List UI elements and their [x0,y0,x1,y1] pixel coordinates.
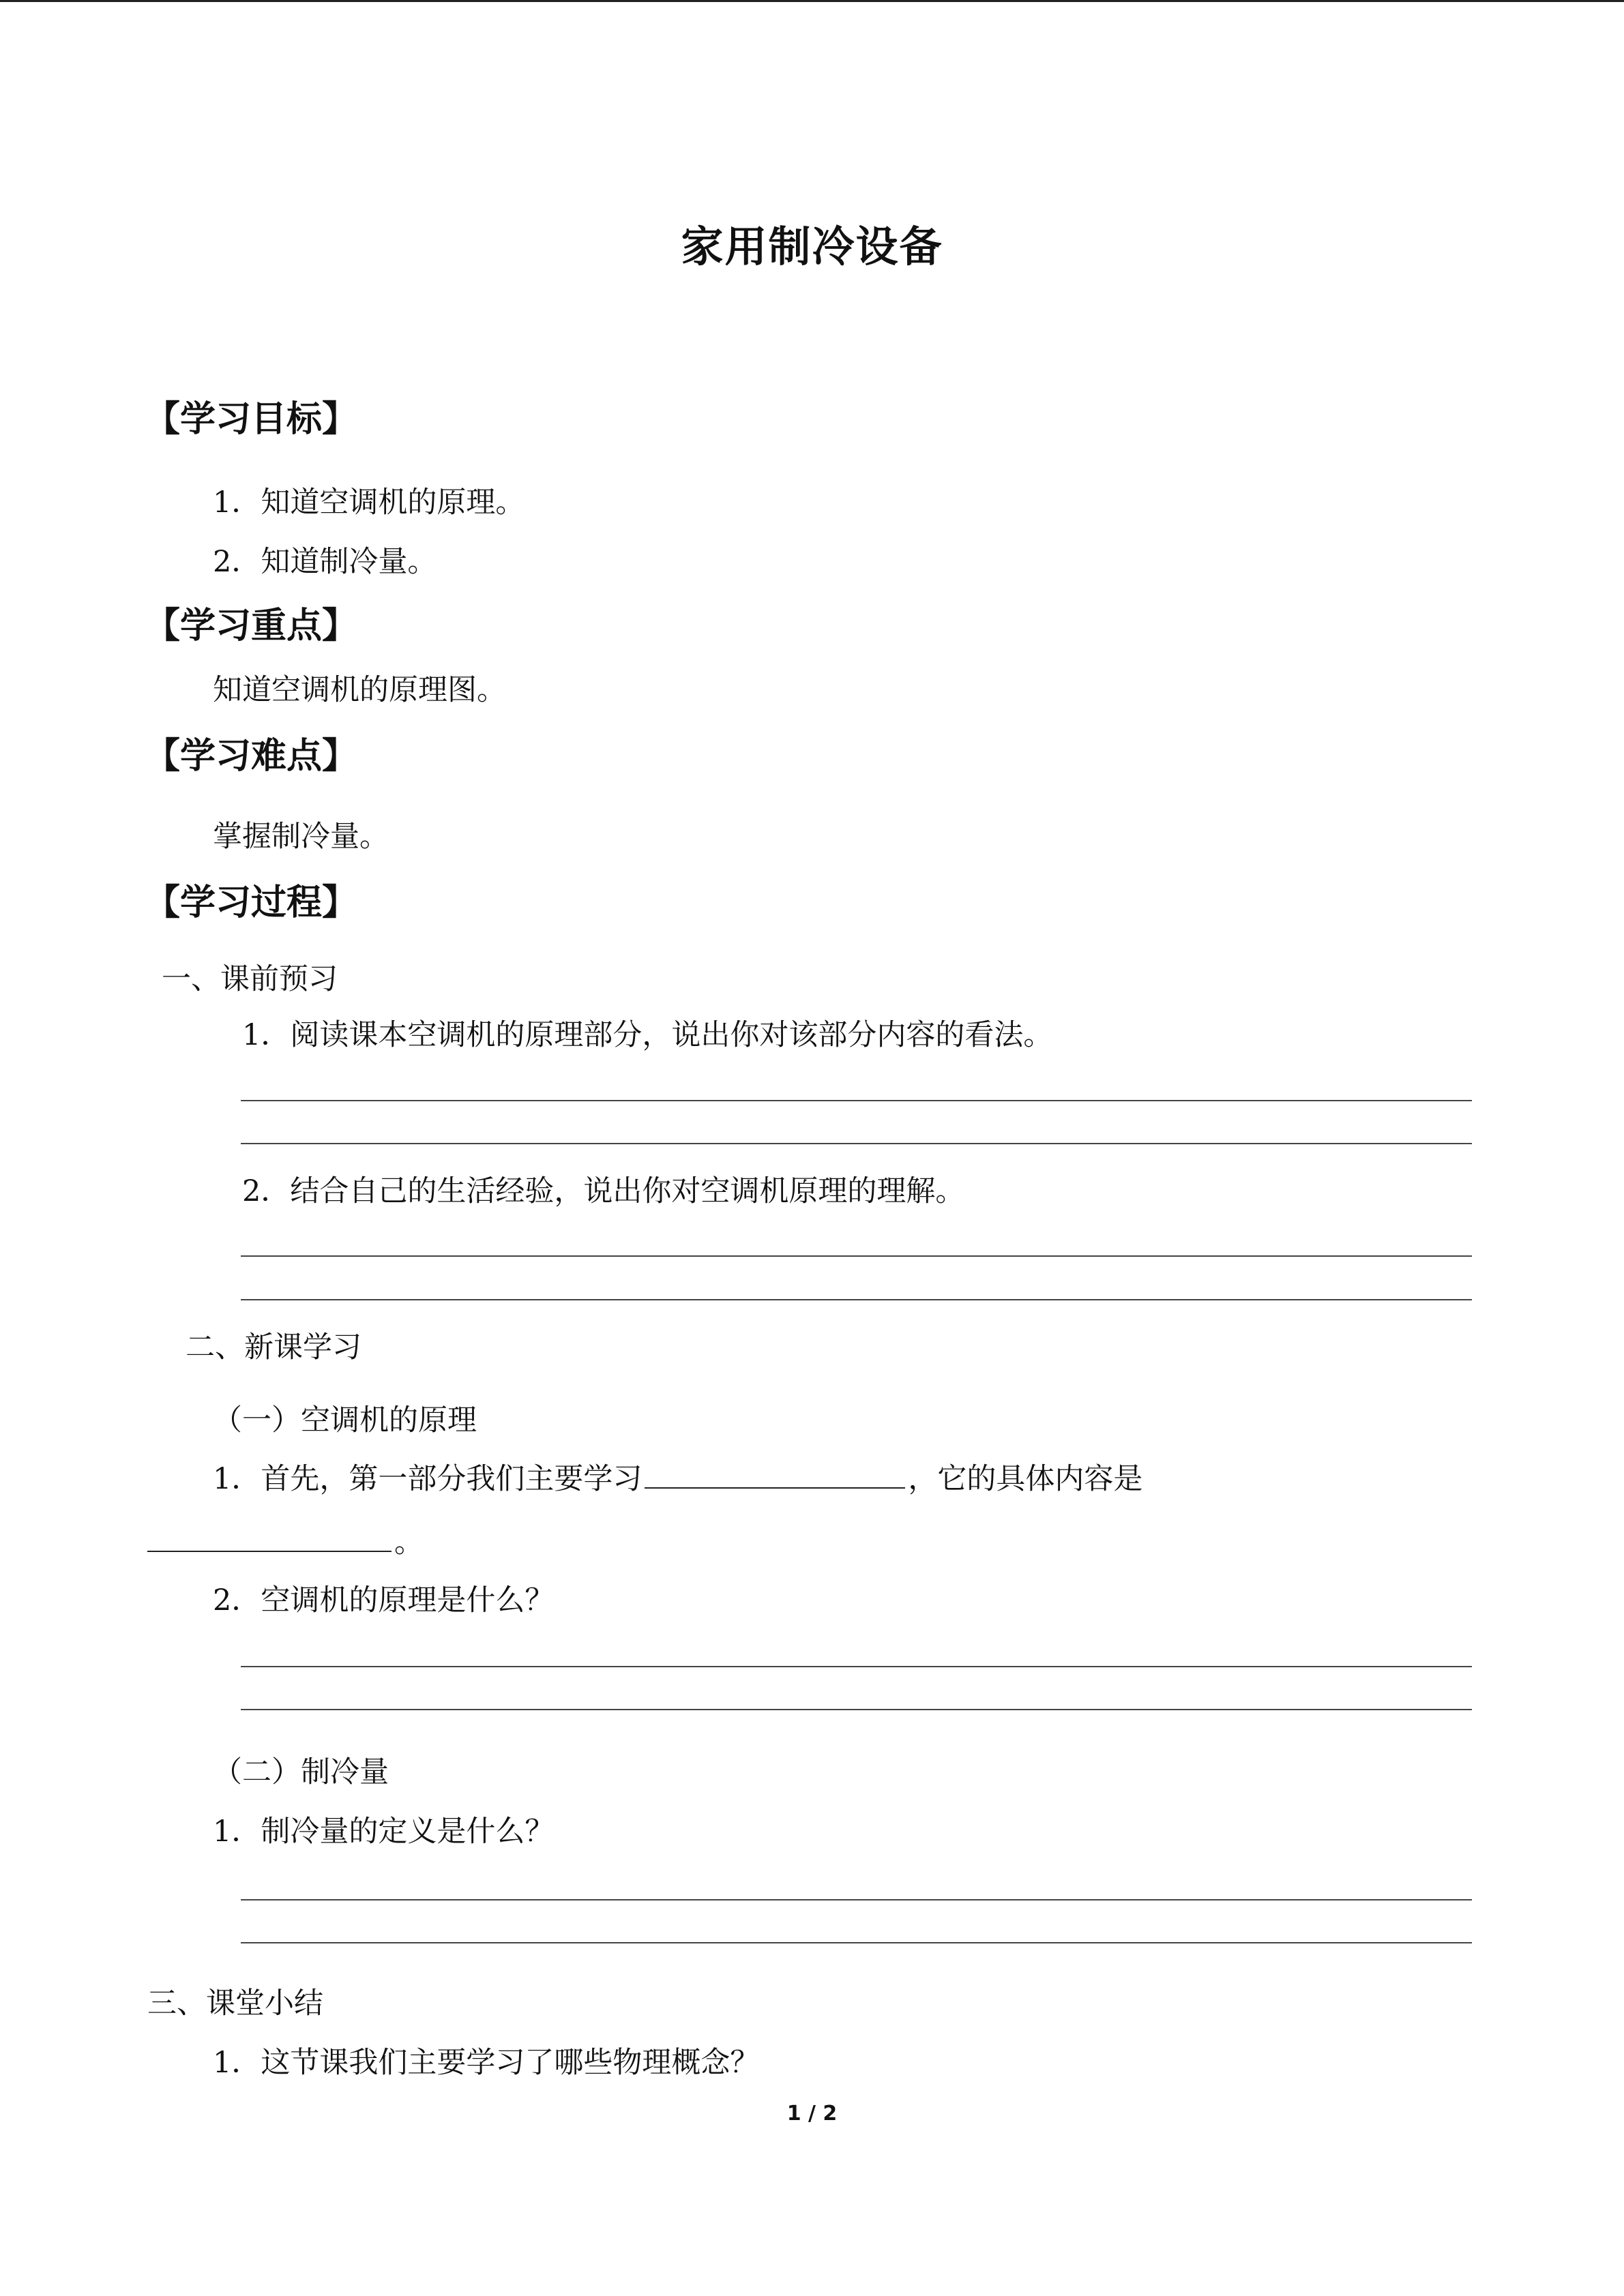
difficulties-text: 掌握制冷量。 [213,820,389,854]
question-1-middle: ，它的具体内容是 [908,1462,1143,1496]
new-lesson-question-3: 1．制冷量的定义是什么？ [213,1815,555,1849]
top-border [0,0,1624,2]
difficulties-heading: 【学习难点】 [145,735,358,777]
answer-line[interactable] [241,1255,1472,1257]
answer-line[interactable] [241,1100,1472,1101]
answer-line[interactable] [241,1666,1472,1667]
key-points-text: 知道空调机的原理图。 [213,673,506,707]
preview-question-1: 1．阅读课本空调机的原理部分，说出你对该部分内容的看法。 [242,1018,1053,1052]
new-lesson-section-title: 二、新课学习 [186,1330,361,1365]
part1-title: （一）空调机的原理 [213,1403,477,1437]
answer-line[interactable] [241,1143,1472,1144]
new-lesson-question-1-cont [147,1519,424,1561]
page-title: 家用制冷设备 [681,222,943,271]
answer-line[interactable] [241,1299,1472,1300]
objectives-heading: 【学习目标】 [145,398,358,440]
question-1-end: 。 [394,1525,424,1560]
key-points-heading: 【学习重点】 [145,605,358,646]
new-lesson-question-2: 2．空调机的原理是什么？ [213,1583,555,1617]
summary-question-1: 1．这节课我们主要学习了哪些物理概念？ [213,2046,760,2080]
summary-section-title: 三、课堂小结 [147,1986,323,2021]
fill-in-blank[interactable] [645,1460,905,1489]
objective-item-1: 1．知道空调机的原理。 [213,486,525,520]
answer-line[interactable] [241,1709,1472,1710]
preview-section-title: 一、课前预习 [162,962,338,996]
answer-line[interactable] [241,1942,1472,1943]
new-lesson-question-1 [213,1456,1142,1497]
question-1-lead: 1．首先，第一部分我们主要学习 [213,1462,643,1496]
part2-title: （二）制冷量 [213,1755,389,1789]
objective-item-2: 2．知道制冷量。 [213,545,437,579]
process-heading: 【学习过程】 [145,882,358,923]
page-number: 1 / 2 [786,2102,838,2126]
preview-question-2: 2．结合自己的生活经验，说出你对空调机原理的理解。 [242,1174,965,1208]
answer-line[interactable] [241,1899,1472,1900]
fill-in-blank[interactable] [147,1523,392,1552]
